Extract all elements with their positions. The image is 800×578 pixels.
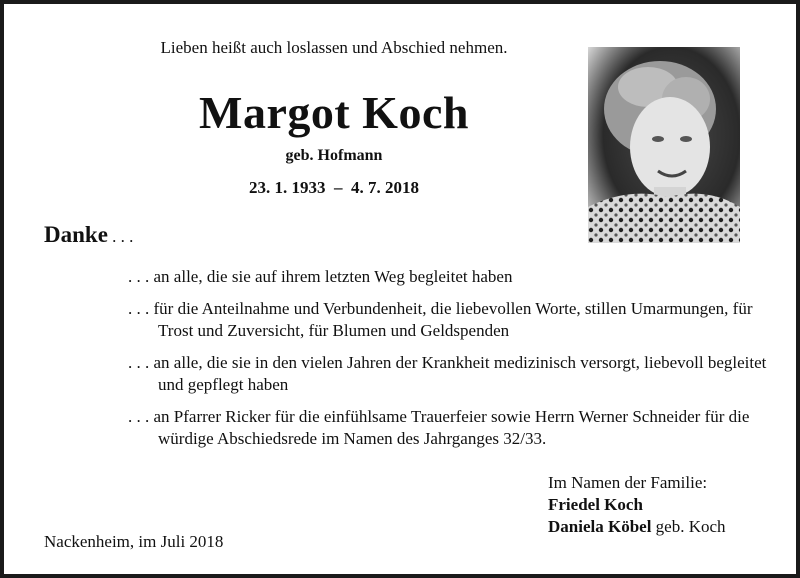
signer-line (548, 516, 726, 538)
thanks-heading (44, 222, 133, 248)
portrait-photo (588, 47, 740, 243)
deceased-name: Margot Koch (199, 87, 469, 138)
life-dates: 23. 1. 1933 – 4. 7. 2018 (249, 178, 419, 197)
signoff-intro: Im Namen der Familie: (548, 473, 708, 492)
family-signoff (548, 472, 726, 538)
signer-birth-name: geb. Koch (651, 517, 726, 536)
signer-name: Daniela Köbel (548, 517, 652, 536)
birth-name: geb. Hofmann (285, 147, 383, 164)
thanks-item: . . . an alle, die sie in den vielen Jahren der Krankheit medizinisch versorgt, liebevoll begleitet und gepflegt haben (128, 353, 767, 394)
thanks-item: . . . an alle, die sie auf ihrem letzten Weg begleitet haben (128, 267, 513, 286)
thanks-heading-word: Danke (44, 222, 108, 247)
motto-text: Lieben heißt auch loslassen und Abschied nehmen. (160, 38, 508, 57)
thanks-list (128, 266, 768, 460)
signer-name: Friedel Koch (548, 495, 643, 514)
place-date: Nackenheim, im Juli 2018 (44, 532, 224, 551)
thanks-item: . . . für die Anteilnahme und Verbundenheit, die liebevollen Worte, stillen Umarmungen, für Trost und Zuversicht, für Blumen und Geldspenden (128, 299, 753, 340)
thanks-item: . . . an Pfarrer Ricker für die einfühlsame Trauerfeier sowie Herrn Werner Schneider für die würdige Abschiedsrede im Namen des Jahrganges 32/33. (128, 407, 750, 448)
thanks-heading-dots: . . . (107, 227, 134, 246)
